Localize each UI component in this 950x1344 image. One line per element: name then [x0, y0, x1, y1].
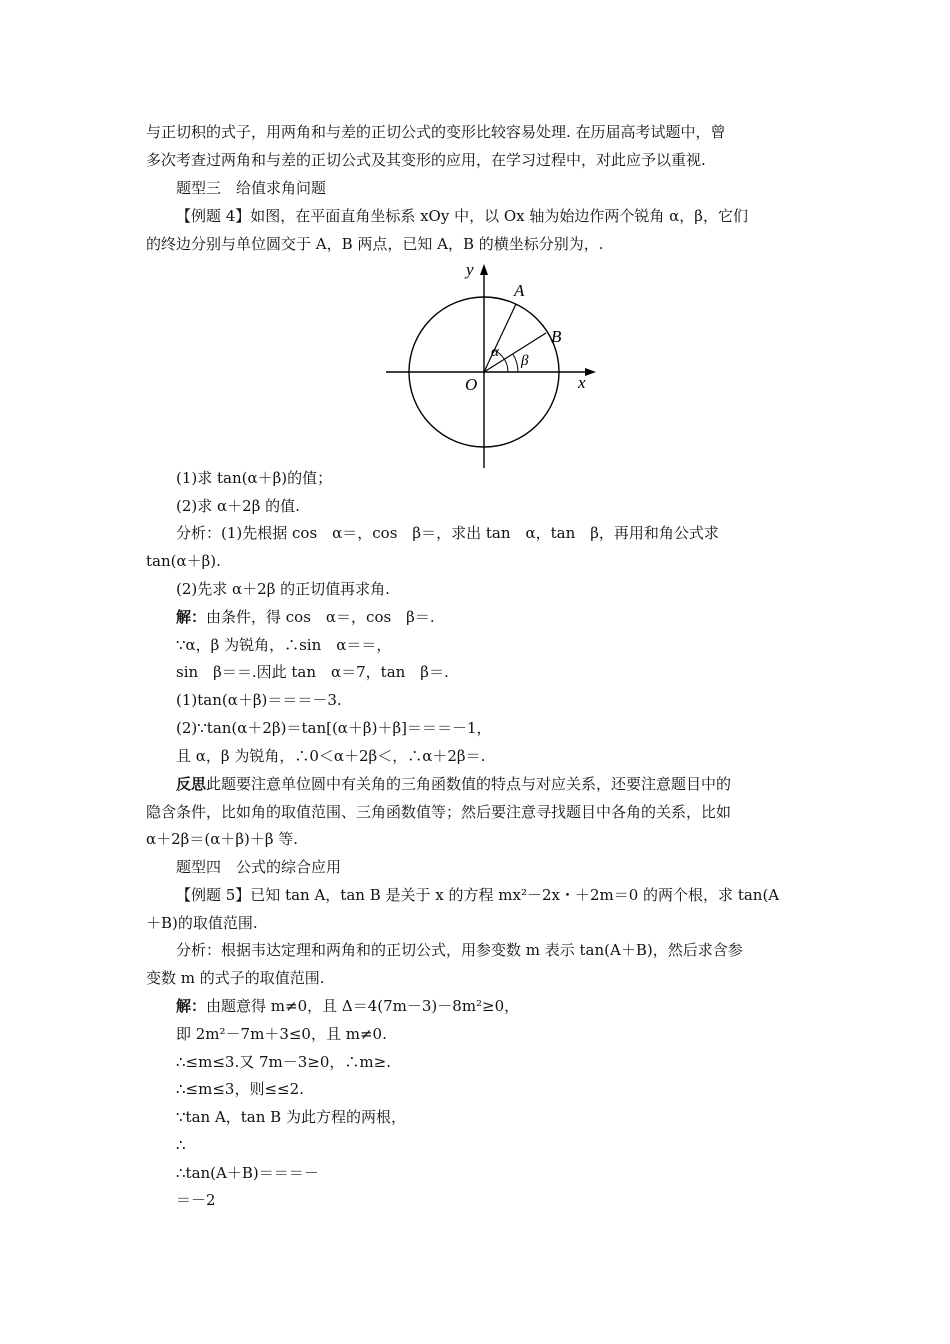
- x-axis-arrow: [585, 368, 596, 376]
- solution-line: ∵α，β 为锐角，∴sin α＝＝，: [176, 636, 392, 654]
- reflection-line: 隐含条件，比如角的取值范围、三角函数值等；然后要注意寻找题目中各角的关系，比如: [146, 803, 732, 821]
- solution-line: ∴≤m≤3.又 7m－3≥0，∴m≥.: [176, 1053, 391, 1071]
- solution-line: 解：由条件，得 cos α＝，cos β＝.: [176, 608, 435, 626]
- reflection-line: α＋2β＝(α＋β)＋β 等.: [146, 830, 299, 848]
- point-b-label: B: [551, 327, 562, 346]
- beta-arc: [513, 354, 518, 372]
- question-1: (1)求 tan(α＋β)的值；: [176, 469, 333, 487]
- example5-statement: 【例题 5】已知 tan A，tan B 是关于 x 的方程 mx²－2x・＋2m＝0 的两个根，求 tan(A: [176, 886, 780, 904]
- unit-circle-figure: [380, 258, 600, 470]
- solution-line: 解：由题意得 m≠0，且 Δ＝4(7m－3)－8m²≥0，: [176, 997, 520, 1015]
- solution-line: ＝－2: [176, 1191, 216, 1209]
- text-line: 多次考查过两角和与差的正切公式及其变形的应用，在学习过程中，对此应予以重视.: [146, 151, 706, 169]
- example4-statement: 的终边分别与单位圆交于 A，B 两点，已知 A，B 的横坐标分别为，.: [146, 235, 604, 253]
- analysis: tan(α＋β).: [146, 552, 221, 570]
- solution-line: ∴: [176, 1136, 186, 1154]
- solution-line: ∴tan(A＋B)＝＝＝－: [176, 1164, 319, 1182]
- y-axis-label: y: [466, 260, 474, 279]
- point-a-label: A: [514, 281, 525, 300]
- section-heading-type3: 题型三 给值求角问题: [176, 179, 327, 197]
- solution-line: sin β＝＝.因此 tan α＝7，tan β＝.: [176, 663, 449, 681]
- analysis: (2)先求 α＋2β 的正切值再求角.: [176, 580, 390, 598]
- solution-line: 且 α，β 为锐角，∴0＜α＋2β＜，∴α＋2β＝.: [176, 747, 486, 765]
- origin-label: O: [465, 375, 478, 394]
- section-heading-type4: 题型四 公式的综合应用: [176, 858, 342, 876]
- analysis: 分析：根据韦达定理和两角和的正切公式，用参变数 m 表示 tan(A＋B)，然后求含参: [176, 941, 743, 959]
- x-axis-label: x: [578, 373, 586, 392]
- solution-line: ∴≤m≤3，则≤≤2.: [176, 1080, 304, 1098]
- beta-label: β: [521, 353, 529, 369]
- analysis: 变数 m 的式子的取值范围.: [146, 969, 325, 987]
- reflection-line: 反思此题要注意单位圆中有关角的三角函数值的特点与对应关系，还要注意题目中的: [176, 775, 732, 793]
- example5-statement: ＋B)的取值范围.: [146, 914, 258, 932]
- reflection-label: 反思: [176, 775, 207, 793]
- text-line: 与正切积的式子，用两角和与差的正切公式的变形比较容易处理. 在历届高考试题中，曾: [146, 123, 726, 141]
- solution-line: (1)tan(α＋β)＝＝＝－3.: [176, 691, 342, 709]
- alpha-label: α: [491, 344, 499, 360]
- solution-line: 即 2m²－7m＋3≤0，且 m≠0.: [176, 1025, 387, 1043]
- question-2: (2)求 α＋2β 的值.: [176, 497, 300, 515]
- solution-label: 解：: [176, 608, 207, 626]
- solution-line: ∵tan A，tan B 为此方程的两根，: [176, 1108, 406, 1126]
- y-axis-arrow: [480, 264, 488, 275]
- analysis: 分析：(1)先根据 cos α＝，cos β＝，求出 tan α，tan β，再用和角公式求: [176, 524, 719, 542]
- example4-statement: 【例题 4】如图，在平面直角坐标系 xOy 中，以 Ox 轴为始边作两个锐角 α，β，它们: [176, 207, 748, 225]
- solution-line: (2)∵tan(α＋2β)＝tan[(α＋β)＋β]＝＝＝－1，: [176, 719, 492, 737]
- solution-label: 解：: [176, 997, 207, 1015]
